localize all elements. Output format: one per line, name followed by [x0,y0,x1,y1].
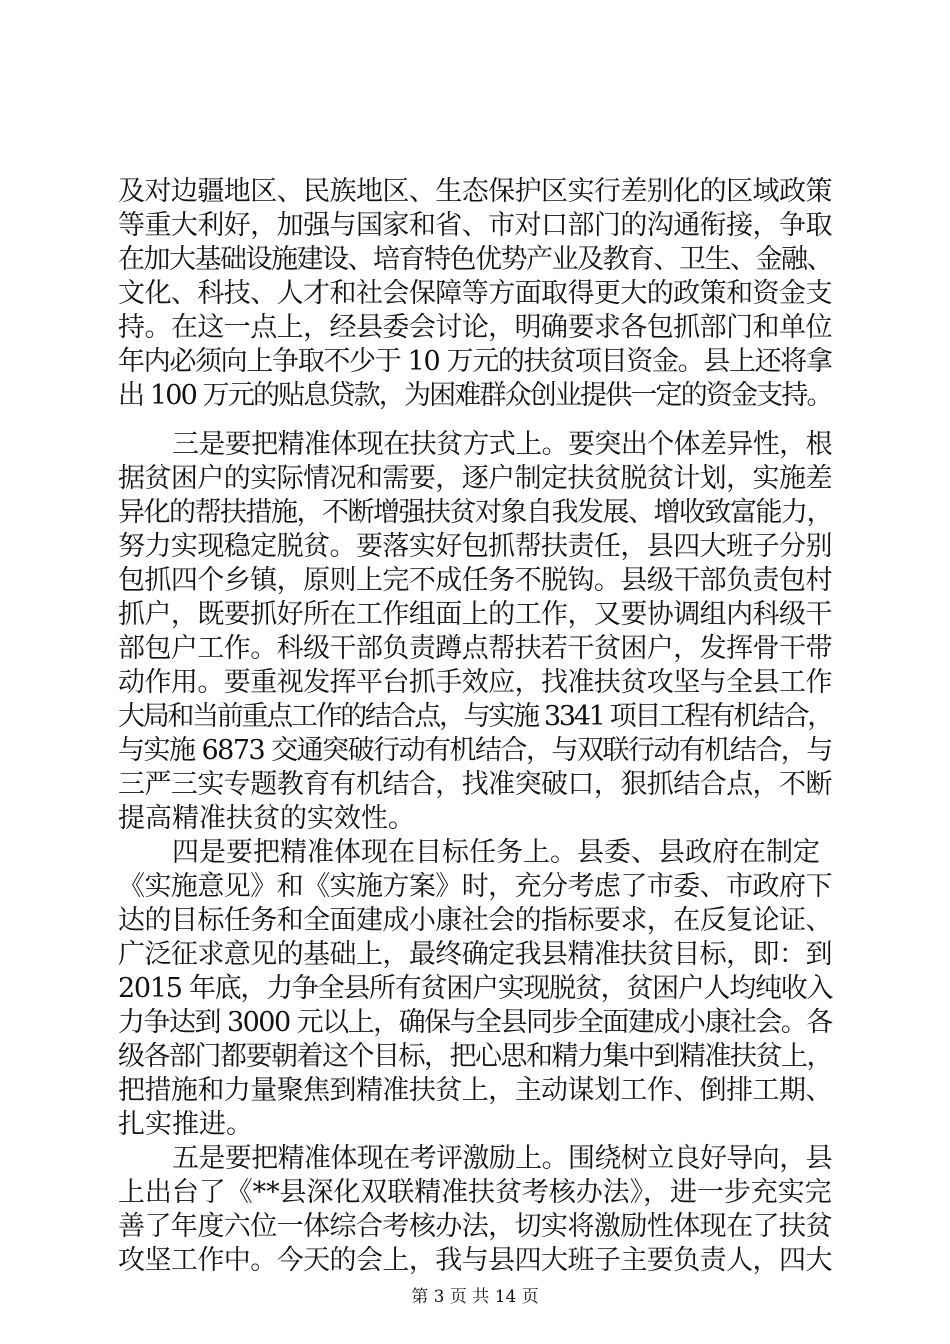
paragraph-1-line: 年内必须向上争取不少于 10 万元的扶贫项目资金。县上还将拿 [118,346,832,377]
paragraph-3-line: 《实施意见》和《实施方案》时，充分考虑了市委、市政府下 [118,871,832,902]
paragraph-2-line: 三是要把精准体现在扶贫方式上。要突出个体差异性，根 [172,429,832,460]
paragraph-4-line: 上出台了《**县深化双联精准扶贫考核办法》，进一步充实完 [118,1177,832,1208]
paragraph-2-line: 努力实现稳定脱贫。要落实好包抓帮扶责任，县四大班子分别 [118,531,832,562]
paragraph-3-line: 2015 年底，力争全县所有贫困户实现脱贫，贫困户人均纯收入 [118,973,833,1004]
paragraph-3-line: 力争达到 3000 元以上，确保与全县同步全面建成小康社会。各 [118,1007,832,1038]
paragraph-2-line: 部包户工作。科级干部负责蹲点帮扶若干贫困户，发挥骨干带 [118,633,832,664]
page-footer: 第 3 页 共 14 页 [411,1287,539,1307]
paragraph-4-line: 攻坚工作中。今天的会上，我与县四大班子主要负责人，四大 [118,1245,832,1276]
paragraph-1-line: 出 100 万元的贴息贷款，为困难群众创业提供一定的资金支持。 [118,380,832,411]
paragraph-2-line: 包抓四个乡镇，原则上完不成任务不脱钩。县级干部负责包村 [118,565,832,596]
paragraph-3-line: 达的目标任务和全面建成小康社会的指标要求，在反复论证、 [118,905,832,936]
paragraph-3-line: 级各部门都要朝着这个目标，把心思和精力集中到精准扶贫上， [118,1041,832,1072]
paragraph-1-line: 在加大基础设施建设、培育特色优势产业及教育、卫生、金融、 [118,244,832,275]
paragraph-2-line: 三严三实专题教育有机结合，找准突破口，狠抓结合点，不断 [118,769,832,800]
paragraph-2-line: 抓户，既要抓好所在工作组面上的工作，又要协调组内科级干 [118,599,832,630]
paragraph-2-line: 提高精准扶贫的实效性。 [118,803,415,834]
paragraph-3-line: 把措施和力量聚焦到精准扶贫上，主动谋划工作、倒排工期、 [118,1075,832,1106]
paragraph-1-line: 及对边疆地区、民族地区、生态保护区实行差别化的区域政策 [118,176,832,207]
paragraph-2-line: 异化的帮扶措施，不断增强扶贫对象自我发展、增收致富能力， [118,497,832,528]
paragraph-3-line: 扎实推进。 [118,1109,253,1140]
paragraph-2-line: 大局和当前重点工作的结合点，与实施 3341 项目工程有机结合， [118,701,832,732]
paragraph-2-line: 与实施 6873 交通突破行动有机结合，与双联行动有机结合，与 [118,735,832,766]
paragraph-1-line: 文化、科技、人才和社会保障等方面取得更大的政策和资金支 [118,278,832,309]
paragraph-1-line: 持。在这一点上，经县委会讨论，明确要求各包抓部门和单位 [118,312,832,343]
paragraph-4-line: 五是要把精准体现在考评激励上。围绕树立良好导向，县 [172,1143,832,1174]
paragraph-2-line: 动作用。要重视发挥平台抓手效应，找准扶贫攻坚与全县工作 [118,667,832,698]
paragraph-1-line: 等重大利好，加强与国家和省、市对口部门的沟通衔接，争取 [118,210,832,241]
paragraph-2-line: 据贫困户的实际情况和需要，逐户制定扶贫脱贫计划，实施差 [118,463,832,494]
paragraph-4-line: 善了年度六位一体综合考核办法，切实将激励性体现在了扶贫 [118,1211,832,1242]
paragraph-3-line: 广泛征求意见的基础上，最终确定我县精准扶贫目标，即：到 [118,939,832,970]
paragraph-3-line: 四是要把精准体现在目标任务上。县委、县政府在制定 [172,837,820,868]
